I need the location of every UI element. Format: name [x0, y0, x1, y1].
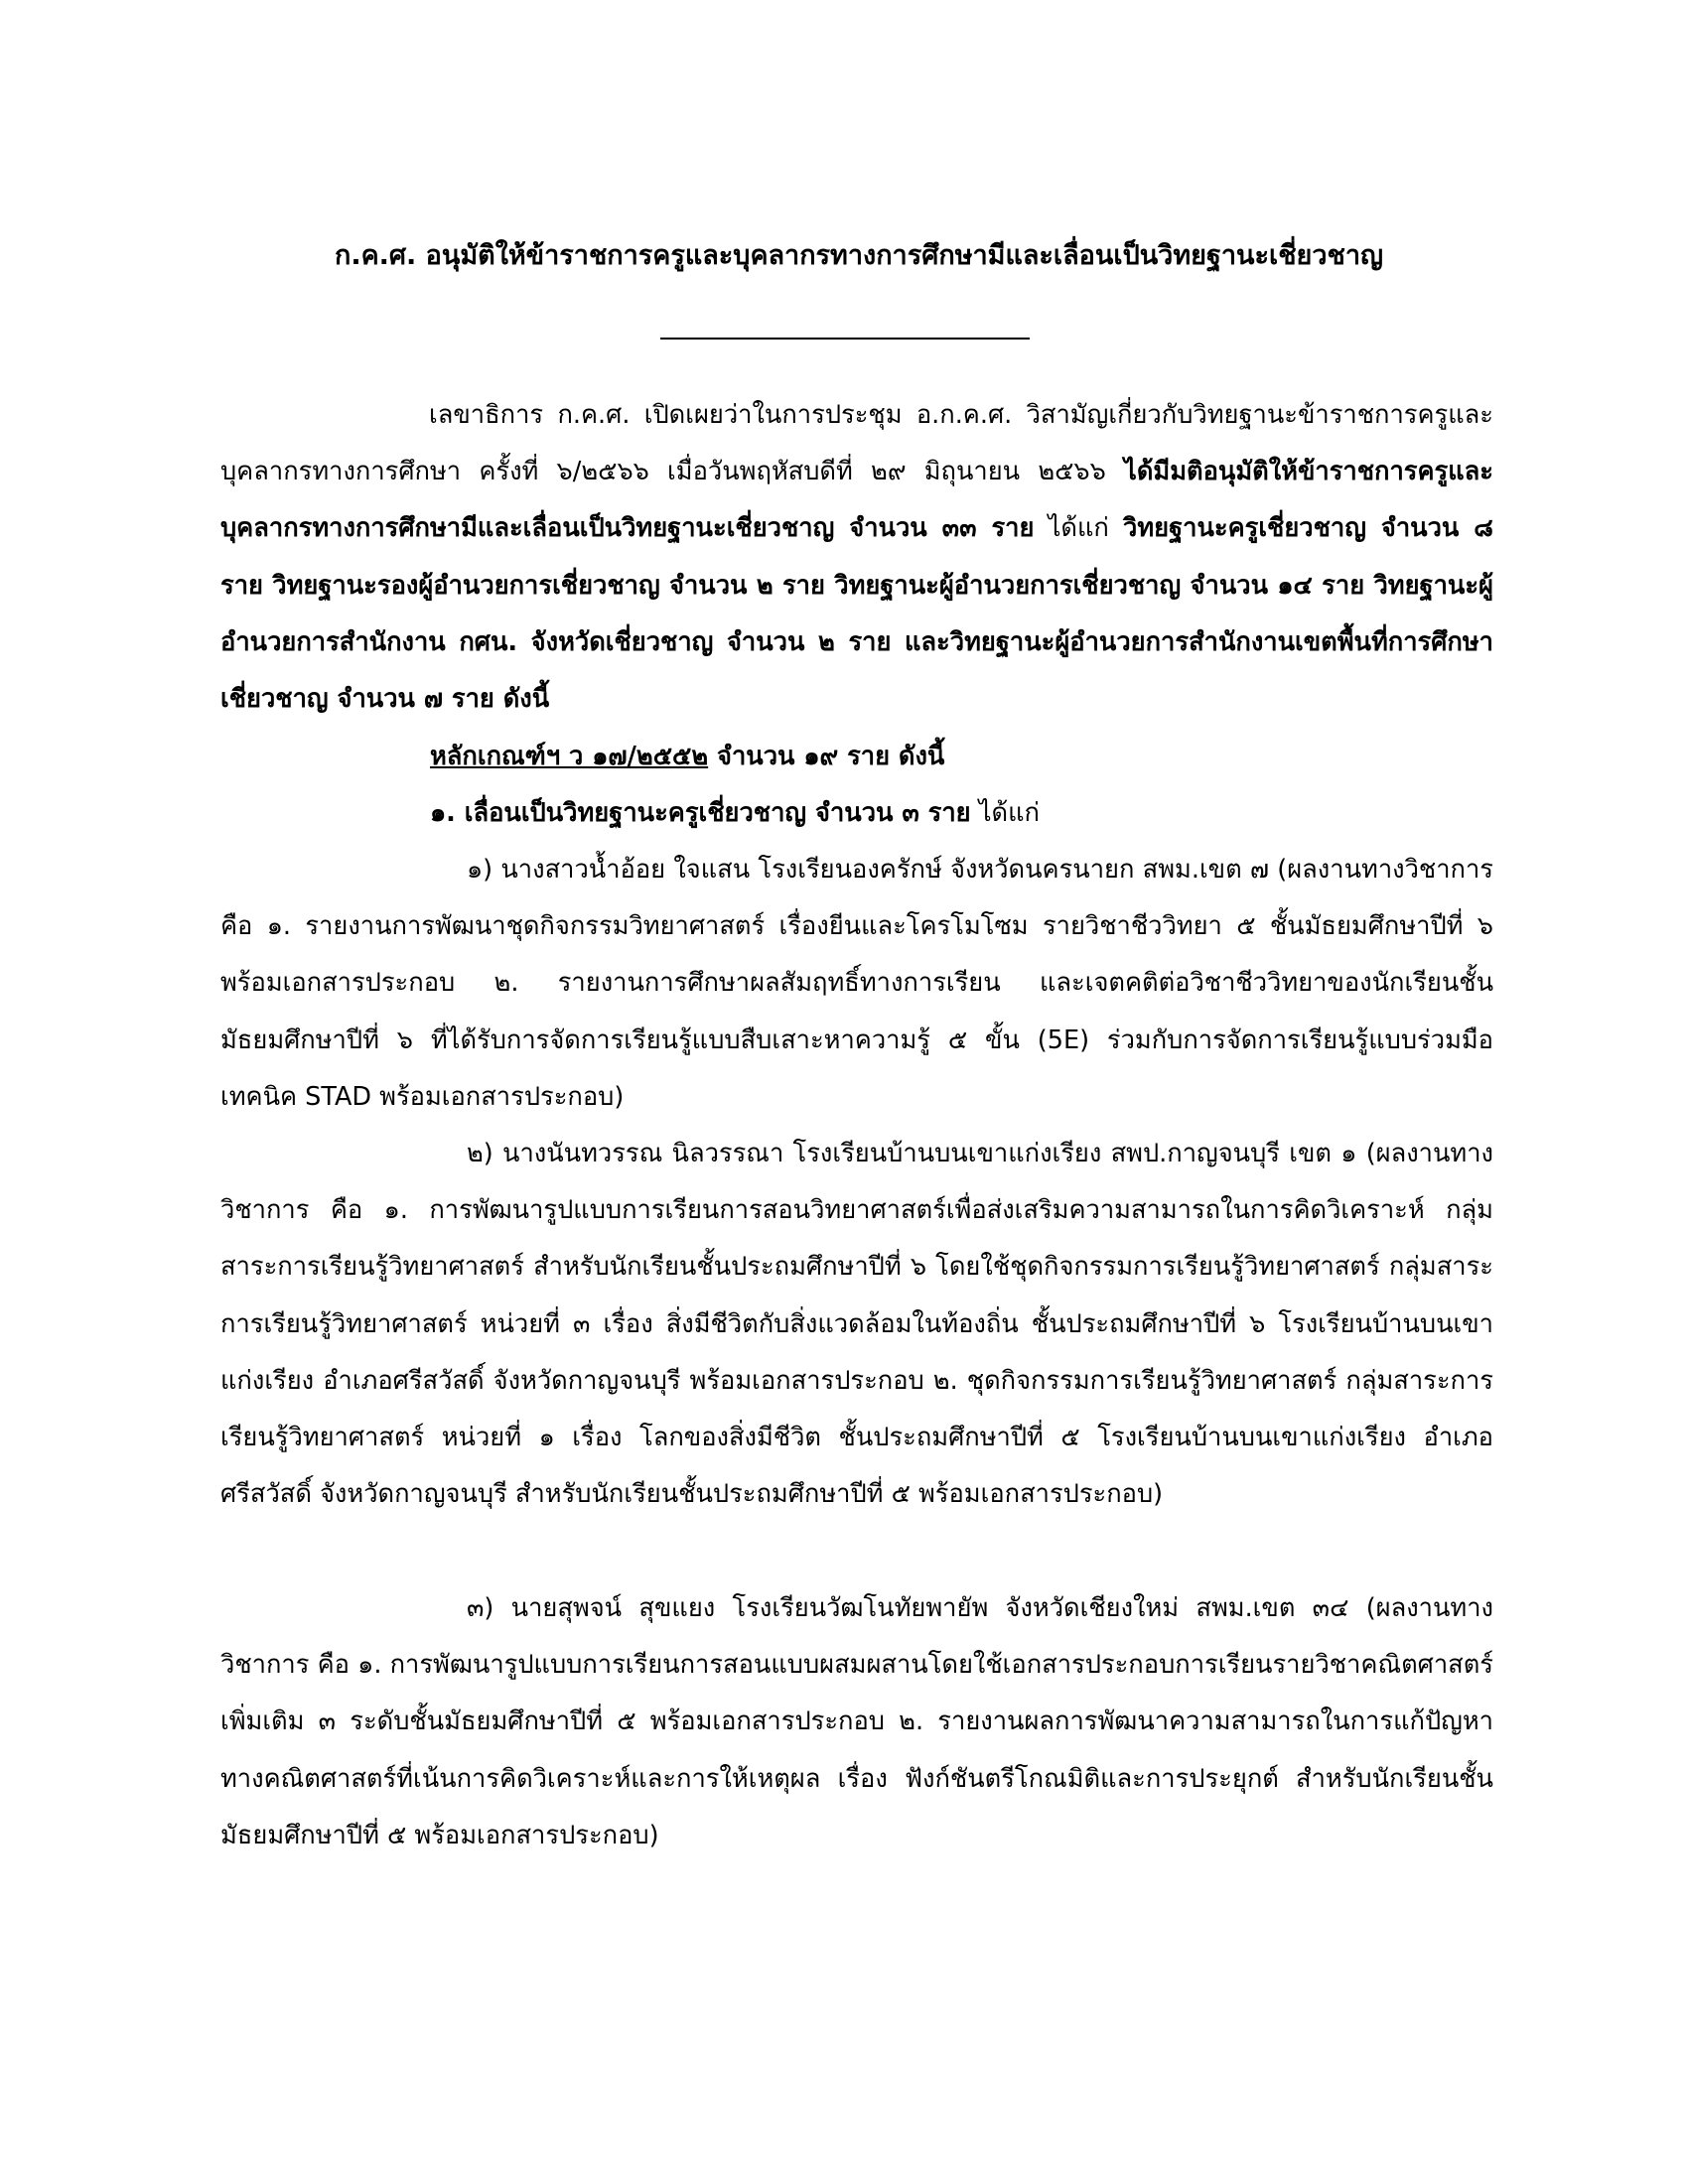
- section-1-heading: [430, 785, 1040, 842]
- criteria-reference: หลักเกณฑ์ฯ ว ๑๗/๒๕๕๒: [430, 742, 709, 771]
- list-item-2: ๒) นางนันทวรรณ นิลวรรณา โรงเรียนบ้านบนเขาแก่งเรียง สพป.กาญจนบุรี เขต ๑ (ผลงานทางวิชาการ คือ ๑. การพัฒนารูปแบบการเรียนการสอนวิทยาศาสตร์เพื่อส่งเสริมความสามารถในการคิดวิเคราะห์ กลุ่มสาระการเรียนรู้วิทยาศาสตร์ สำหรับนักเรียนชั้นประถมศึกษาปีที่ ๖ โดยใช้ชุดกิจกรรมการเรียนรู้วิทยาศาสตร์ กลุ่มสาระการเรียนรู้วิทยาศาสตร์ หน่วยที่ ๓ เรื่อง สิ่งมีชีวิตกับสิ่งแวดล้อมในท้องถิ่น ชั้นประถมศึกษาปีที่ ๖ โรงเรียนบ้านบนเขาแก่งเรียง อำเภอศรีสวัสดิ์ จังหวัดกาญจนบุรี พร้อมเอกสารประกอบ ๒. ชุดกิจกรรมการเรียนรู้วิทยาศาสตร์ กลุ่มสาระการเรียนรู้วิทยาศาสตร์ หน่วยที่ ๑ เรื่อง โลกของสิ่งมีชีวิต ชั้นประถมศึกษาปีที่ ๕ โรงเรียนบ้านบนเขาแก่งเรียง อำเภอศรีสวัสดิ์ จังหวัดกาญจนบุรี สำหรับนักเรียนชั้นประถมศึกษาปีที่ ๕ พร้อมเอกสารประกอบ): [220, 1139, 1493, 1510]
- list-item-1: ๑) นางสาวน้ำอ้อย ใจแสน โรงเรียนองครักษ์ จังหวัดนครนายก สพม.เขต ๗ (ผลงานทางวิชาการ คือ ๑. รายงานการพัฒนาชุดกิจกรรมวิทยาศาสตร์ เรื่องยีนและโครโมโซม รายวิชาชีววิทยา ๕ ชั้นมัธยมศึกษาปีที่ ๖ พร้อมเอกสารประกอบ ๒. รายงานการศึกษาผลสัมฤทธิ์ทางการเรียน และเจตคติต่อวิชาชีววิทยาของนักเรียนชั้นมัธยมศึกษาปีที่ ๖ ที่ได้รับการจัดการเรียนรู้แบบสืบเสาะหาความรู้ ๕ ขั้น (5E) ร่วมกับการจัดการเรียนรู้แบบร่วมมือเทคนิค STAD พร้อมเอกสารประกอบ): [220, 855, 1493, 1112]
- criteria-count: จำนวน ๑๙ ราย ดังนี้: [708, 742, 945, 771]
- criteria-heading: [430, 729, 944, 785]
- intro-paragraph: [220, 387, 1493, 728]
- title-underline-divider: [660, 338, 1030, 340]
- list-item-3: ๓) นายสุพจน์ สุขแยง โรงเรียนวัฒโนทัยพายัพ จังหวัดเชียงใหม่ สพม.เขต ๓๔ (ผลงานทางวิชาการ คือ ๑. การพัฒนารูปแบบการเรียนการสอนแบบผสมผสานโดยใช้เอกสารประกอบการเรียนรายวิชาคณิตศาสตร์เพิ่มเติม ๓ ระดับชั้นมัธยมศึกษาปีที่ ๕ พร้อมเอกสารประกอบ ๒. รายงานผลการพัฒนาความสามารถในการแก้ปัญหาทางคณิตศาสตร์ที่เน้นการคิดวิเคราะห์และการให้เหตุผล เรื่อง ฟังก์ชันตรีโกณมิติและการประยุกต์ สำหรับนักเรียนชั้นมัธยมศึกษาปีที่ ๕ พร้อมเอกสารประกอบ): [220, 1593, 1493, 1850]
- intro-bold-breakdown: วิทยฐานะครูเชี่ยวชาญ จำนวน ๘ ราย วิทยฐานะรองผู้อำนวยการเชี่ยวชาญ จำนวน ๒ ราย วิทยฐานะผู้อำนวยการเชี่ยวชาญ จำนวน ๑๔ ราย วิทยฐานะผู้อำนวยการสำนักงาน กศน. จังหวัดเชี่ยวชาญ จำนวน ๒ ราย และวิทยฐานะผู้อำนวยการสำนักงานเขตพื้นที่การศึกษาเชี่ยวชาญ จำนวน ๗ ราย ดังนี้: [220, 513, 1493, 715]
- document-title: ก.ค.ศ. อนุมัติให้ข้าราชการครูและบุคลากรทางการศึกษามีและเลื่อนเป็นวิทยฐานะเชี่ยวชาญ: [334, 240, 1384, 271]
- intro-text-a: เลขาธิการ ก.ค.ศ. เปิดเผยว่าในการประชุม อ.ก.ค.ศ. วิสามัญเกี่ยวกับวิทยฐานะข้าราชการครูและบุคลากรทางการศึกษา ครั้งที่ ๖/๒๕๖๖ เมื่อวันพฤหัสบดีที่ ๒๙ มิถุนายน ๒๕๖๖: [220, 400, 1493, 487]
- section-1-suffix: ได้แก่: [970, 798, 1040, 828]
- section-1-title: ๑. เลื่อนเป็นวิทยฐานะครูเชี่ยวชาญ จำนวน ๓ ราย: [430, 798, 971, 828]
- intro-text-b: ได้แก่: [1034, 513, 1123, 544]
- intro-bold-resolution: ได้มีมติอนุมัติให้ข้าราชการครูและบุคลากรทางการศึกษามีและเลื่อนเป็นวิทยฐานะเชี่ยวชาญ จำนวน ๓๓ ราย: [220, 457, 1493, 544]
